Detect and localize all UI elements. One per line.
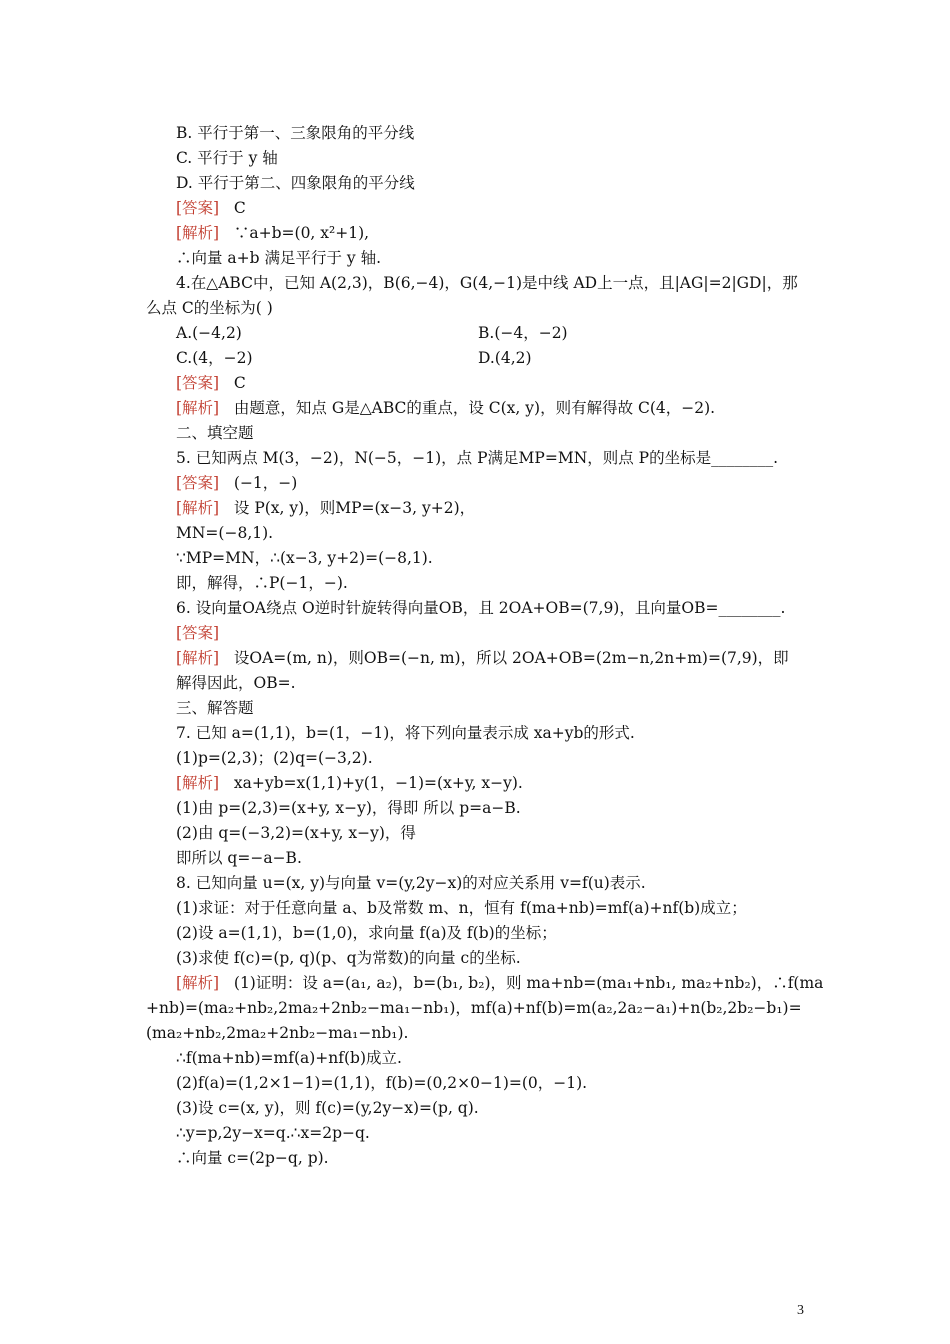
line-text: 即，解得，∴P(−1，−). [176, 574, 348, 592]
analysis-tag: [解析] [176, 399, 220, 417]
line-text: 设 P(x, y)，则MP=(x−3, y+2)， [233, 499, 476, 517]
line-text: (ma₂+nb₂,2ma₂+2nb₂−ma₁−nb₁). [146, 1024, 409, 1042]
question-7-line [176, 723, 635, 743]
line-text: 4.在△ABC中，已知 A(2,3)，B(6,−4)，G(4,−1)是中线 AD上一点，且|AG|=2|GD|，那 [176, 274, 798, 292]
text-line [176, 1123, 370, 1143]
text-line [176, 848, 302, 868]
line-text: (3)设 c=(x, y)，则 f(c)=(y,2y−x)=(p, q). [176, 1099, 479, 1117]
option-d-line [176, 173, 415, 193]
text-line [176, 923, 557, 943]
question-5-line [176, 448, 778, 468]
page-number: 3 [797, 1303, 804, 1318]
line-text: C [233, 374, 246, 392]
line-text: (1)证明：设 a=(a₁, a₂)，b=(b₁, b₂)，则 ma+nb=(ma₁+nb₁, ma₂+nb₂)，∴f(ma [233, 974, 824, 992]
line-text: C.(4，−2) [176, 349, 253, 367]
line-text: D.(4,2) [478, 349, 532, 367]
question-8-line [176, 873, 646, 893]
line-text: (1)p=(2,3)；(2)q=(−3,2). [176, 749, 373, 767]
line-text: ∵MP=MN，∴(x−3, y+2)=(−8,1). [176, 549, 433, 567]
line-text: 8. 已知向量 u=(x, y)与向量 v=(y,2y−x)的对应关系用 v=f(u)表示. [176, 874, 646, 892]
answer-tag: [答案] [176, 624, 220, 642]
answer-line [176, 373, 246, 393]
text-line [176, 1073, 587, 1093]
text-line [176, 1048, 402, 1068]
answer-tag: [答案] [176, 374, 220, 392]
text-line [176, 798, 521, 818]
line-text: 三、解答题 [176, 699, 254, 717]
text-line [176, 748, 373, 768]
answer-tag: [答案] [176, 474, 220, 492]
line-text: C [233, 199, 246, 217]
line-text: 二、填空题 [176, 424, 254, 442]
line-text: 6. 设向量OA绕点 O逆时针旋转得向量OB，且 2OA+OB=(7,9)，且向量OB=________. [176, 599, 786, 617]
option-b-line [176, 123, 414, 143]
option-c-line [176, 348, 253, 368]
line-text: ∴向量 a+b 满足平行于 y 轴. [176, 249, 382, 267]
line-text: (2)由 q=(−3,2)=(x+y, x−y)，得 [176, 824, 416, 842]
line-text: xa+yb=x(1,1)+y(1，−1)=(x+y, x−y). [233, 774, 523, 792]
option-a-line [176, 323, 242, 343]
line-text: A.(−4,2) [176, 324, 242, 342]
line-text: ∴y=p,2y−x=q.∴x=2p−q. [176, 1124, 370, 1142]
analysis-line [176, 973, 823, 993]
text-line [176, 1098, 479, 1118]
text-line [176, 898, 747, 918]
line-text: (1)由 p=(2,3)=(x+y, x−y)，得即 所以 p=a−B. [176, 799, 521, 817]
line-text: MN=(−8,1). [176, 524, 274, 542]
question-6-line [176, 598, 785, 618]
line-text: (−1，−) [233, 474, 298, 492]
analysis-line [176, 223, 369, 243]
line-text: B.(−4，−2) [478, 324, 568, 342]
line-text: D. 平行于第二、四象限角的平分线 [176, 174, 415, 192]
line-text: ∴向量 c=(2p−q, p). [176, 1149, 329, 1167]
option-b-line [478, 323, 568, 343]
line-text: B. 平行于第一、三象限角的平分线 [176, 124, 415, 142]
answer-line [176, 623, 234, 643]
answer-tag: [答案] [176, 199, 220, 217]
line-text: C. 平行于 y 轴 [176, 149, 278, 167]
text-line [176, 573, 348, 593]
analysis-line [176, 773, 523, 793]
text-line [176, 1148, 329, 1168]
analysis-tag: [解析] [176, 774, 220, 792]
text-line [176, 823, 416, 843]
line-text: 么点 C的坐标为( ) [146, 299, 273, 317]
question-4-line-cont [146, 298, 273, 318]
line-text: 由题意，知点 G是△ABC的重点，设 C(x, y)，则有解得故 C(4，−2). [233, 399, 716, 417]
analysis-line [176, 398, 715, 418]
line-text: (1)求证：对于任意向量 a、b及常数 m、n，恒有 f(ma+nb)=mf(a)+nf(b)成立； [176, 899, 747, 917]
answer-line [176, 198, 246, 218]
line-text: 解得因此，OB=. [176, 674, 296, 692]
line-text: +nb)=(ma₂+nb₂,2ma₂+2nb₂−ma₁−nb₁)，mf(a)+nf(b)=m(a₂,2a₂−a₁)+n(b₂,2b₂−b₁)= [146, 999, 802, 1017]
text-line [176, 523, 273, 543]
analysis-line [176, 498, 475, 518]
line-text: 即所以 q=−a−B. [176, 849, 302, 867]
question-4-line [176, 273, 798, 293]
analysis-tag: [解析] [176, 649, 220, 667]
answer-line [176, 473, 297, 493]
analysis-line [176, 648, 789, 668]
analysis-tag: [解析] [176, 224, 220, 242]
line-text: 设OA=(m, n)，则OB=(−n, m)，所以 2OA+OB=(2m−n,2n+m)=(7,9)，即 [233, 649, 789, 667]
text-line [176, 948, 521, 968]
text-line [176, 673, 296, 693]
analysis-tag: [解析] [176, 499, 220, 517]
text-line [176, 248, 381, 268]
option-d-line [478, 348, 532, 368]
line-text: ∴f(ma+nb)=mf(a)+nf(b)成立. [176, 1049, 402, 1067]
analysis-tag: [解析] [176, 974, 220, 992]
line-text: (2)f(a)=(1,2×1−1)=(1,1)，f(b)=(0,2×0−1)=(0，−1). [176, 1074, 588, 1092]
section-heading [176, 423, 254, 443]
line-text: ∵a+b=(0, x²+1), [233, 224, 370, 242]
text-line [176, 548, 433, 568]
line-text: (2)设 a=(1,1)，b=(1,0)，求向量 f(a)及 f(b)的坐标； [176, 924, 557, 942]
line-text: (3)求使 f(c)=(p, q)(p、q为常数)的向量 c的坐标. [176, 949, 521, 967]
line-text: 7. 已知 a=(1,1)，b=(1，−1)，将下列向量表示成 xa+yb的形式. [176, 724, 635, 742]
text-line [146, 998, 802, 1018]
line-text: 5. 已知两点 M(3，−2)，N(−5，−1)，点 P满足MP=MN，则点 P的坐标是________. [176, 449, 779, 467]
text-line [146, 1023, 408, 1043]
option-c-line [176, 148, 278, 168]
section-heading [176, 698, 254, 718]
